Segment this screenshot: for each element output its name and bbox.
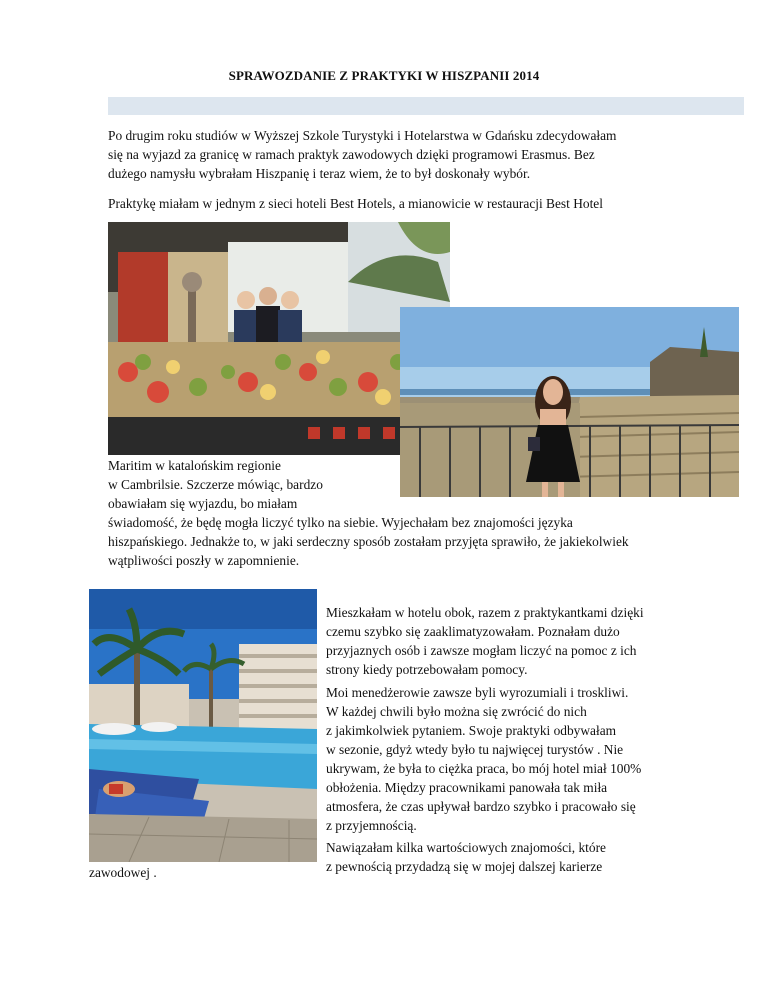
arrival-line: świadomość, że będę mogła liczyć tylko na siebie. Wyjechałam bez znajomości języka xyxy=(108,515,573,530)
managers-line: ukrywam, że była to ciężka praca, bo mój hotel miał 100% xyxy=(326,761,642,776)
contacts-line: z pewnością przydadzą się w mojej dalszej karierze xyxy=(326,859,603,874)
restaurant-buffet-photo xyxy=(108,222,450,455)
arrival-paragraph xyxy=(108,513,629,570)
intro-line: Po drugim roku studiów w Wyższej Szkole Turystyki i Hotelarstwa w Gdańsku zdecydowałam xyxy=(108,128,617,143)
intro-line: dużego namysłu wybrałam Hiszpanię i teraz wiem, że to był doskonały wybór. xyxy=(108,166,531,181)
contacts-line: Nawiązałam kilka wartościowych znajomości, które xyxy=(326,840,606,855)
accommodation-paragraph xyxy=(326,603,644,679)
side-line: Maritim w katalońskim regionie xyxy=(108,458,281,473)
title-highlight-bar xyxy=(108,97,744,115)
accommodation-line: przyjaznych osób i zawsze mogłam liczyć na pomoc z ich xyxy=(326,643,637,658)
closing-text: zawodowej . xyxy=(89,865,157,880)
arrival-line: hiszpańskiego. Jednakże to, w jaki serdeczny sposób zostałam przyjęta sprawiło, że jakiekolwiek xyxy=(108,534,629,549)
arrival-line: wątpliwości poszły w zapomnienie. xyxy=(108,553,300,568)
managers-line: obłożenia. Między pracownikami panowała tak miła xyxy=(326,780,608,795)
managers-line: Moi menedżerowie zawsze byli wyrozumiali i troskliwi. xyxy=(326,685,629,700)
document-title: SPRAWOZDANIE Z PRAKTYKI W HISZPANII 2014 xyxy=(228,68,540,83)
intro-line: się na wyjazd za granicę w ramach praktyk zawodowych dzięki programowi Erasmus. Bez xyxy=(108,147,595,162)
accommodation-line: Mieszkałam w hotelu obok, razem z praktykantkami dzięki xyxy=(326,605,644,620)
closing-line xyxy=(89,863,157,882)
managers-line: z jakimkolwiek pytaniem. Swoje praktyki odbywałam xyxy=(326,723,617,738)
accommodation-line: strony kiedy potrzebowałam pomocy. xyxy=(326,662,528,677)
intro-paragraph xyxy=(108,126,616,183)
hotel-pool-photo xyxy=(89,589,317,862)
side-line: w Cambrilsie. Szczerze mówiąc, bardzo xyxy=(108,477,323,492)
side-paragraph xyxy=(108,456,323,513)
managers-line: atmosfera, że czas upływał bardzo szybko i pracowało się xyxy=(326,799,636,814)
practice-paragraph xyxy=(108,194,603,213)
managers-line: z przyjemnością. xyxy=(326,818,417,833)
managers-paragraph xyxy=(326,683,641,835)
accommodation-line: czemu szybko się zaaklimatyzowałam. Poznałam dużo xyxy=(326,624,620,639)
practice-line: Praktykę miałam w jednym z sieci hoteli Best Hotels, a mianowicie w restauracji Best Hotel xyxy=(108,196,603,211)
amphitheatre-portrait-photo xyxy=(400,307,739,497)
contacts-paragraph xyxy=(326,838,606,876)
managers-line: W każdej chwili było można się zwrócić do nich xyxy=(326,704,587,719)
side-line: obawiałam się wyjazdu, bo miałam xyxy=(108,496,298,511)
managers-line: w sezonie, gdyż wtedy było tu najwięcej turystów . Nie xyxy=(326,742,624,757)
